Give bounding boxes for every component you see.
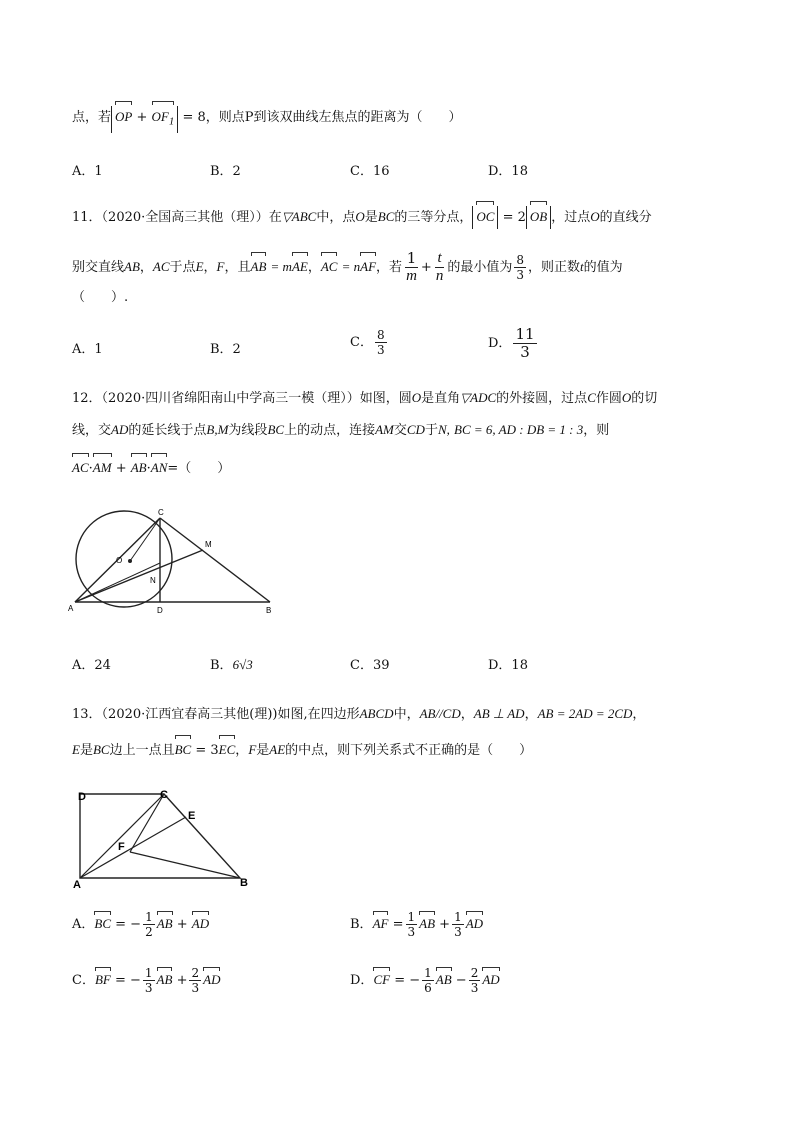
frac-t-n bbox=[434, 250, 446, 285]
q11-option-b[interactable]: B．2 bbox=[210, 342, 241, 357]
sub-1: 1 bbox=[168, 115, 175, 128]
label-a: A bbox=[73, 879, 81, 891]
q10-stem bbox=[72, 106, 462, 133]
q12-option-a[interactable]: A．24 bbox=[72, 658, 111, 673]
point-e: E bbox=[72, 742, 80, 757]
vec-ec: EC bbox=[219, 740, 236, 760]
eq: = − bbox=[394, 973, 421, 988]
point-e: E bbox=[195, 259, 204, 274]
q11-text: ，若 bbox=[376, 260, 403, 275]
opt-prefix: C． bbox=[72, 973, 95, 988]
q11-text: 的最小值为 bbox=[447, 260, 513, 275]
q12-figure bbox=[60, 505, 290, 620]
circle-o-shape bbox=[76, 511, 172, 607]
segment-bc: BC bbox=[92, 742, 110, 757]
eq: = − bbox=[115, 917, 142, 932]
circle-o: O bbox=[621, 390, 632, 405]
q12-text: 交 bbox=[393, 423, 407, 438]
q12-text: 的切 bbox=[631, 391, 658, 406]
frac-coef bbox=[143, 910, 155, 939]
q12-tail: =（ ） bbox=[167, 461, 231, 476]
dot: · bbox=[88, 461, 93, 476]
triangle-abc: ▽ABC bbox=[281, 209, 317, 224]
frac-den: 3 bbox=[516, 268, 524, 282]
frac-num: 1 bbox=[144, 966, 153, 980]
q13-text: ， bbox=[632, 707, 646, 722]
q11-text: 11．（2020·全国高三其他（理））在 bbox=[72, 210, 282, 225]
vec-ac: AC bbox=[321, 257, 338, 277]
line-cb-shape bbox=[160, 518, 270, 602]
q11-text: 的值为 bbox=[583, 260, 623, 275]
label-c: C bbox=[158, 508, 164, 517]
label-o: O bbox=[116, 556, 123, 565]
cond-perp: AB ⊥ AD bbox=[473, 706, 525, 721]
q13-option-b[interactable] bbox=[350, 910, 483, 939]
q12-option-d[interactable]: D．18 bbox=[488, 658, 528, 673]
op: + bbox=[439, 917, 451, 932]
q11-line3: （ ）. bbox=[72, 290, 129, 305]
frac-num: 1 bbox=[407, 910, 416, 924]
point-n: N, bbox=[437, 422, 450, 437]
frac-num: 8 bbox=[516, 253, 524, 267]
var-t: t bbox=[579, 259, 584, 274]
vec-of-text: OF bbox=[151, 109, 169, 124]
label-d: D bbox=[78, 791, 86, 803]
comma: ， bbox=[139, 260, 153, 275]
vec-lhs: BF bbox=[94, 972, 111, 987]
q13-text: 边上一点且 bbox=[109, 743, 175, 758]
frac-den: 3 bbox=[470, 981, 479, 995]
frac-coef bbox=[469, 966, 481, 995]
q11-text: 的三等分点， bbox=[394, 210, 473, 225]
label-a: A bbox=[68, 604, 74, 613]
vec-lhs: CF bbox=[373, 972, 391, 987]
vec-ab: AB bbox=[435, 972, 452, 987]
eq-3: = 3 bbox=[195, 743, 219, 758]
q10-option-a[interactable]: A．1 bbox=[72, 164, 103, 179]
q12-text: 是直角 bbox=[421, 391, 461, 406]
q11-text: 中，点 bbox=[316, 210, 356, 225]
q13-option-a[interactable] bbox=[72, 910, 209, 939]
frac-coef bbox=[189, 966, 201, 995]
vec-ab: AB bbox=[419, 916, 436, 931]
q11-text: 的直线分 bbox=[599, 210, 652, 225]
q11-text: ，过点 bbox=[551, 210, 591, 225]
vec-ad: AD bbox=[203, 972, 221, 987]
vec-lhs: BC bbox=[94, 916, 112, 931]
point-f: F bbox=[216, 259, 225, 274]
frac-num: 2 bbox=[191, 966, 200, 980]
segment-ae: AE bbox=[269, 742, 286, 757]
point-b: B, bbox=[206, 422, 218, 437]
point-o: O bbox=[355, 209, 365, 224]
q11-text: ，则正数 bbox=[527, 260, 580, 275]
comma: ， bbox=[307, 260, 321, 275]
frac-den: m bbox=[406, 268, 417, 284]
eq-8: = 8 bbox=[182, 110, 206, 125]
comma: ， bbox=[524, 707, 538, 722]
q13-text: 13．（2020·江西宜春高三其他(理))如图,在四边形 bbox=[72, 707, 360, 722]
q12-line3 bbox=[72, 458, 230, 479]
frac-den: 3 bbox=[191, 981, 200, 995]
q12-text: 为线段 bbox=[228, 423, 268, 438]
frac-1-m bbox=[404, 250, 419, 285]
q11-text: ，且 bbox=[224, 260, 251, 275]
q13-text: ， bbox=[235, 743, 249, 758]
frac-8-3 bbox=[514, 253, 526, 282]
frac-num: 11 bbox=[515, 325, 535, 343]
circle-o: O bbox=[411, 390, 422, 405]
q12-text: 12．（2020·四川省绵阳南山中学高三一模（理））如图，圆 bbox=[72, 391, 412, 406]
q12-text: 的延长线于点 bbox=[128, 423, 207, 438]
frac-num: 2 bbox=[470, 966, 479, 980]
label-n: N bbox=[150, 576, 156, 585]
frac-den: 3 bbox=[454, 925, 462, 939]
q11-text: 于点 bbox=[169, 260, 196, 275]
opt-value: 6√3 bbox=[232, 657, 253, 672]
q13-line2 bbox=[72, 740, 532, 761]
segment-cd: CD bbox=[406, 422, 425, 437]
q12-text: 上的动点，连接 bbox=[284, 423, 376, 438]
q12-text: 线，交 bbox=[72, 423, 112, 438]
q12-line2 bbox=[72, 420, 609, 441]
segment-bc: BC bbox=[377, 209, 395, 224]
q13-figure bbox=[68, 782, 268, 892]
frac-coef bbox=[452, 910, 464, 939]
q13-text: 的中点，则下列关系式不正确的是（ ） bbox=[285, 743, 533, 758]
line-an-shape bbox=[75, 563, 160, 602]
q11-line2: 别交直线AB，AC于点E，F，且AB = mAE，AC = nAF，若 $\frac{1}{m}$ + $\frac{t}{n}$ 的最小值为 $\frac{8}{3}$ ，则正数t的值为 bbox=[72, 249, 623, 284]
label-e: E bbox=[188, 810, 196, 822]
abs-oc bbox=[472, 206, 498, 229]
q12-line1 bbox=[72, 388, 657, 409]
q10-option-d[interactable]: D．18 bbox=[488, 164, 528, 179]
segment-ad: AD bbox=[111, 422, 129, 437]
q12-text: ，则 bbox=[583, 423, 610, 438]
point-f: F bbox=[248, 742, 257, 757]
vec-op: OP bbox=[115, 106, 132, 128]
frac-8-3 bbox=[375, 328, 387, 357]
frac-11-3 bbox=[513, 326, 536, 361]
frac-den: 6 bbox=[424, 981, 432, 995]
q11-line1 bbox=[72, 206, 652, 229]
point-m: M bbox=[217, 422, 229, 437]
vec-ad: AD bbox=[465, 916, 484, 931]
abs-ob bbox=[526, 206, 551, 229]
frac-den: 2 bbox=[145, 925, 153, 939]
cond-eq: AB = 2AD = 2CD bbox=[537, 706, 633, 721]
opt-prefix: B． bbox=[350, 917, 373, 932]
line-oc-shape bbox=[130, 518, 160, 561]
line-ac: AC bbox=[152, 259, 170, 274]
frac-den: n bbox=[435, 268, 444, 284]
frac-den: 3 bbox=[144, 981, 153, 995]
q11-option-d[interactable] bbox=[488, 326, 539, 361]
vec-af: AF bbox=[360, 257, 376, 277]
vec-ab: AB bbox=[131, 458, 147, 478]
q12-condition: BC = 6, AD : DB = 1 : 3 bbox=[454, 422, 584, 437]
line-ab: AB bbox=[124, 259, 140, 274]
q13-line1 bbox=[72, 704, 645, 725]
opt-prefix: A． bbox=[72, 917, 95, 932]
q11-option-c[interactable] bbox=[350, 328, 389, 357]
q12-text: 的外接圆，过点 bbox=[496, 391, 588, 406]
quad-abcd: ABCD bbox=[359, 706, 394, 721]
q12-option-c[interactable]: C．39 bbox=[350, 658, 390, 673]
vec-of1 bbox=[152, 106, 175, 133]
vec-ad: AD bbox=[191, 916, 210, 931]
q10-suffix: ，则点P到该双曲线左焦点的距离为（ ） bbox=[205, 110, 462, 125]
segment-am: AM bbox=[375, 422, 394, 437]
frac-coef bbox=[422, 966, 434, 995]
eq-n: = n bbox=[341, 259, 361, 274]
line-fb-shape bbox=[130, 852, 240, 878]
vec-ab: AB bbox=[251, 257, 267, 277]
frac-num: 1 bbox=[406, 249, 417, 267]
op: + bbox=[176, 973, 188, 988]
opt-prefix: B． bbox=[210, 658, 233, 673]
q10-prefix: 点，若 bbox=[72, 110, 112, 125]
plus: + bbox=[115, 461, 127, 476]
label-m: M bbox=[205, 540, 212, 549]
vec-oc: OC bbox=[476, 206, 494, 228]
vec-an: AN bbox=[151, 458, 168, 478]
label-c: C bbox=[160, 789, 168, 801]
op: + bbox=[176, 917, 188, 932]
vec-ab: AB bbox=[156, 972, 173, 987]
comma: ， bbox=[203, 260, 217, 275]
quad-abcd-shape bbox=[80, 794, 240, 878]
vec-bc: BC bbox=[175, 740, 192, 760]
plus: + bbox=[136, 110, 148, 125]
label-d: D bbox=[157, 606, 163, 615]
eq: = bbox=[392, 917, 404, 932]
q13-text: 中， bbox=[393, 707, 420, 722]
eq-m: = m bbox=[270, 259, 292, 274]
q10-option-c[interactable]: C．16 bbox=[350, 164, 390, 179]
point-o: O bbox=[590, 209, 600, 224]
label-b: B bbox=[266, 606, 272, 615]
vec-ab: AB bbox=[156, 916, 173, 931]
op: − bbox=[455, 973, 467, 988]
q12-text: 作圆 bbox=[595, 391, 622, 406]
line-ac-shape bbox=[80, 794, 164, 878]
frac-num: 1 bbox=[424, 966, 432, 980]
line-am-shape bbox=[75, 550, 203, 602]
q11-text: 别交直线 bbox=[72, 260, 125, 275]
vec-ad: AD bbox=[482, 972, 500, 987]
label-f: F bbox=[118, 841, 125, 853]
point-o-dot bbox=[128, 559, 132, 563]
q11-text: 是 bbox=[364, 210, 378, 225]
frac-coef bbox=[143, 966, 155, 995]
label-b: B bbox=[240, 877, 248, 889]
frac-den: 3 bbox=[376, 343, 385, 357]
q13-text: 是 bbox=[256, 743, 270, 758]
q13-text: 是 bbox=[79, 743, 93, 758]
opt-prefix: D． bbox=[488, 336, 512, 351]
frac-num: 1 bbox=[145, 910, 153, 924]
frac-num: t bbox=[437, 250, 442, 266]
opt-prefix: D． bbox=[350, 973, 374, 988]
point-c: C bbox=[587, 390, 596, 405]
eq-2: = 2 bbox=[502, 210, 526, 225]
q11-option-a[interactable]: A．1 bbox=[72, 342, 103, 357]
q13-option-d[interactable] bbox=[350, 966, 500, 995]
frac-den: 3 bbox=[407, 925, 416, 939]
comma: ， bbox=[460, 707, 474, 722]
frac-num: 8 bbox=[376, 328, 385, 342]
vec-ac: AC bbox=[72, 458, 89, 478]
vec-ae: AE bbox=[292, 257, 308, 277]
triangle-adc: ▽ADC bbox=[460, 390, 497, 405]
vec-am: AM bbox=[93, 458, 112, 478]
eq: = − bbox=[114, 973, 141, 988]
frac-num: 1 bbox=[454, 910, 462, 924]
opt-prefix: C． bbox=[350, 335, 373, 350]
frac-coef bbox=[406, 910, 418, 939]
vec-lhs: AF bbox=[372, 916, 389, 931]
q13-option-c[interactable] bbox=[72, 966, 220, 995]
frac-den: 3 bbox=[520, 343, 530, 361]
q12-option-b[interactable] bbox=[210, 654, 253, 673]
q12-text: 于 bbox=[424, 423, 438, 438]
q10-abs bbox=[111, 106, 178, 133]
segment-bc: BC bbox=[267, 422, 285, 437]
dot: · bbox=[146, 461, 151, 476]
q10-option-b[interactable]: B．2 bbox=[210, 164, 241, 179]
vec-ob: OB bbox=[530, 206, 547, 228]
cond-parallel: AB//CD bbox=[419, 706, 461, 721]
